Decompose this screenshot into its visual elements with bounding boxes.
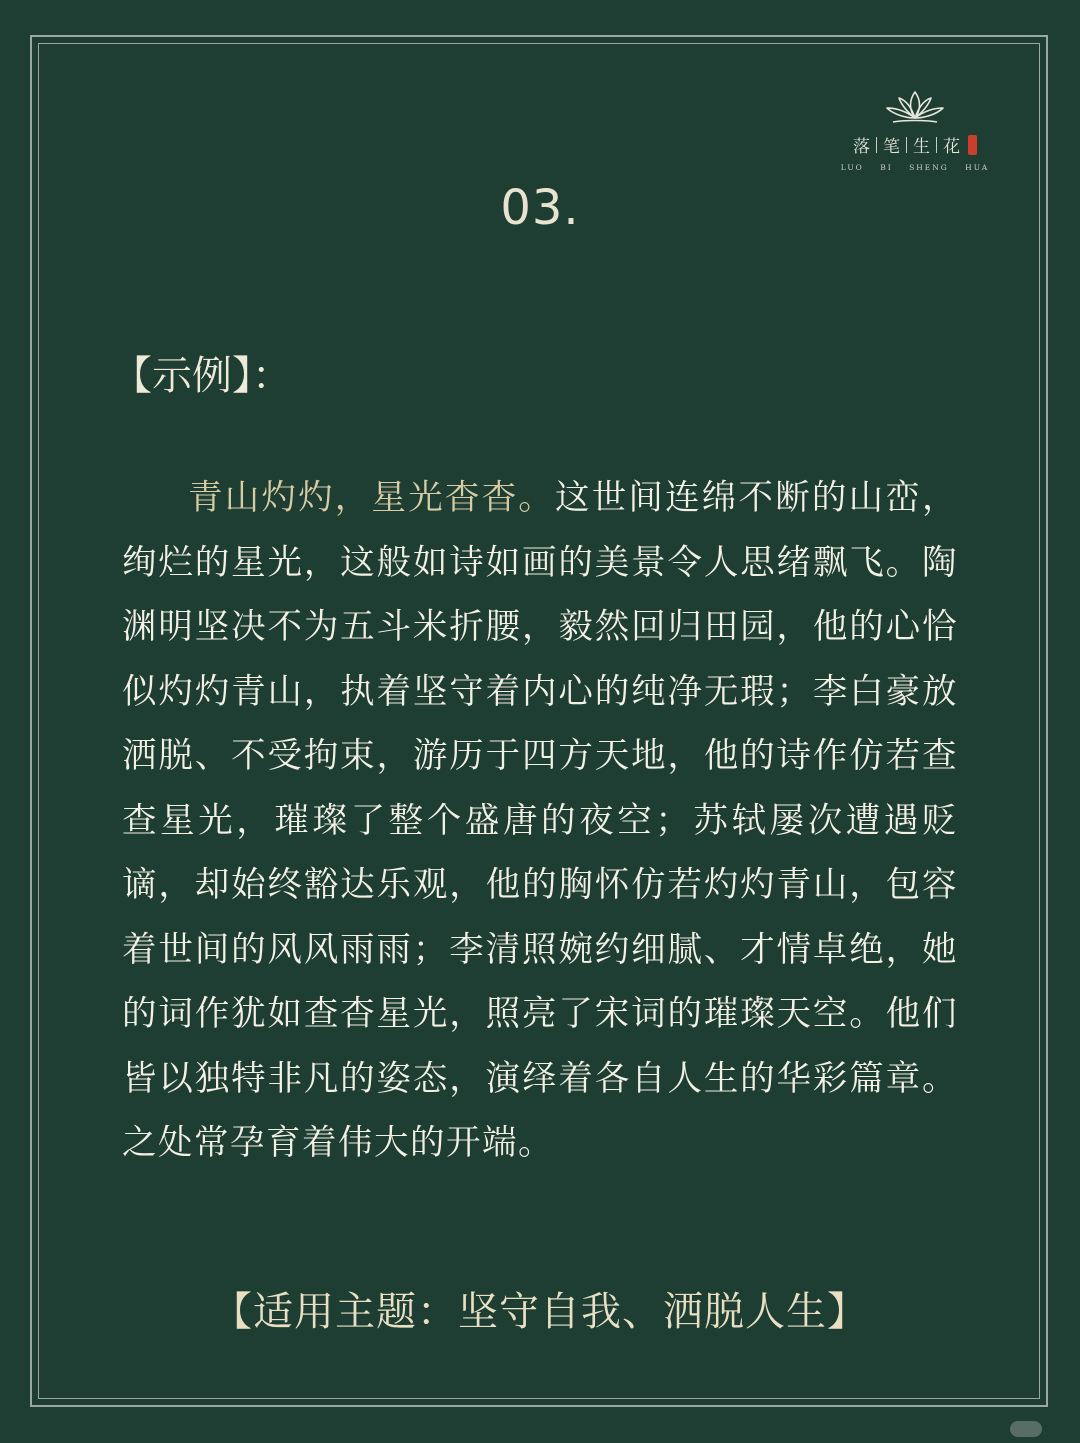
section-heading: 【示例】： bbox=[112, 353, 292, 399]
lotus-icon bbox=[883, 88, 947, 128]
paragraph-text: 这世间连绵不断的山峦，绚烂的星光，这般如诗如画的美景令人思绪飘飞。陶渊明坚决不为五斗米折腰，毅然回归田园，他的心恰似灼灼青山，执着坚守着内心的纯净无瑕；李白豪放洒脱、不受拘束，游历于四方天地，他的诗作仿若查查星光，璀璨了整个盛唐的夜空；苏轼屡次遭遇贬谪，却始终豁达乐观，他的胸怀仿若灼灼青山，包容着世间的风风雨雨；李清照婉约细腻、才情卓绝，她的词作犹如查杳星光，照亮了宋词的璀璨天空。他们皆以独特非凡的姿态，演绎着各自人生的华彩篇章。之处常孕育着伟大的开端。 bbox=[122, 478, 958, 1163]
page-number: 03. bbox=[500, 180, 580, 236]
logo-divider bbox=[936, 137, 937, 153]
applicable-theme: 【适用主题：坚守自我、洒脱人生】 bbox=[212, 1289, 868, 1335]
logo-divider bbox=[906, 137, 907, 153]
brand-logo bbox=[840, 88, 990, 172]
seal-stamp-icon bbox=[968, 135, 977, 155]
logo-char: 落 bbox=[853, 137, 870, 157]
logo-char: 笔 bbox=[883, 137, 900, 157]
example-paragraph bbox=[122, 466, 958, 1176]
logo-divider bbox=[876, 137, 877, 153]
logo-wordmark bbox=[840, 132, 990, 157]
highlight-phrase: 青山灼灼，星光杳杳。 bbox=[188, 478, 555, 518]
watermark-badge bbox=[1010, 1421, 1042, 1437]
logo-char: 生 bbox=[913, 137, 930, 157]
logo-pinyin: LUO BI SHENG HUA bbox=[840, 163, 990, 172]
logo-char: 花 bbox=[943, 137, 960, 157]
